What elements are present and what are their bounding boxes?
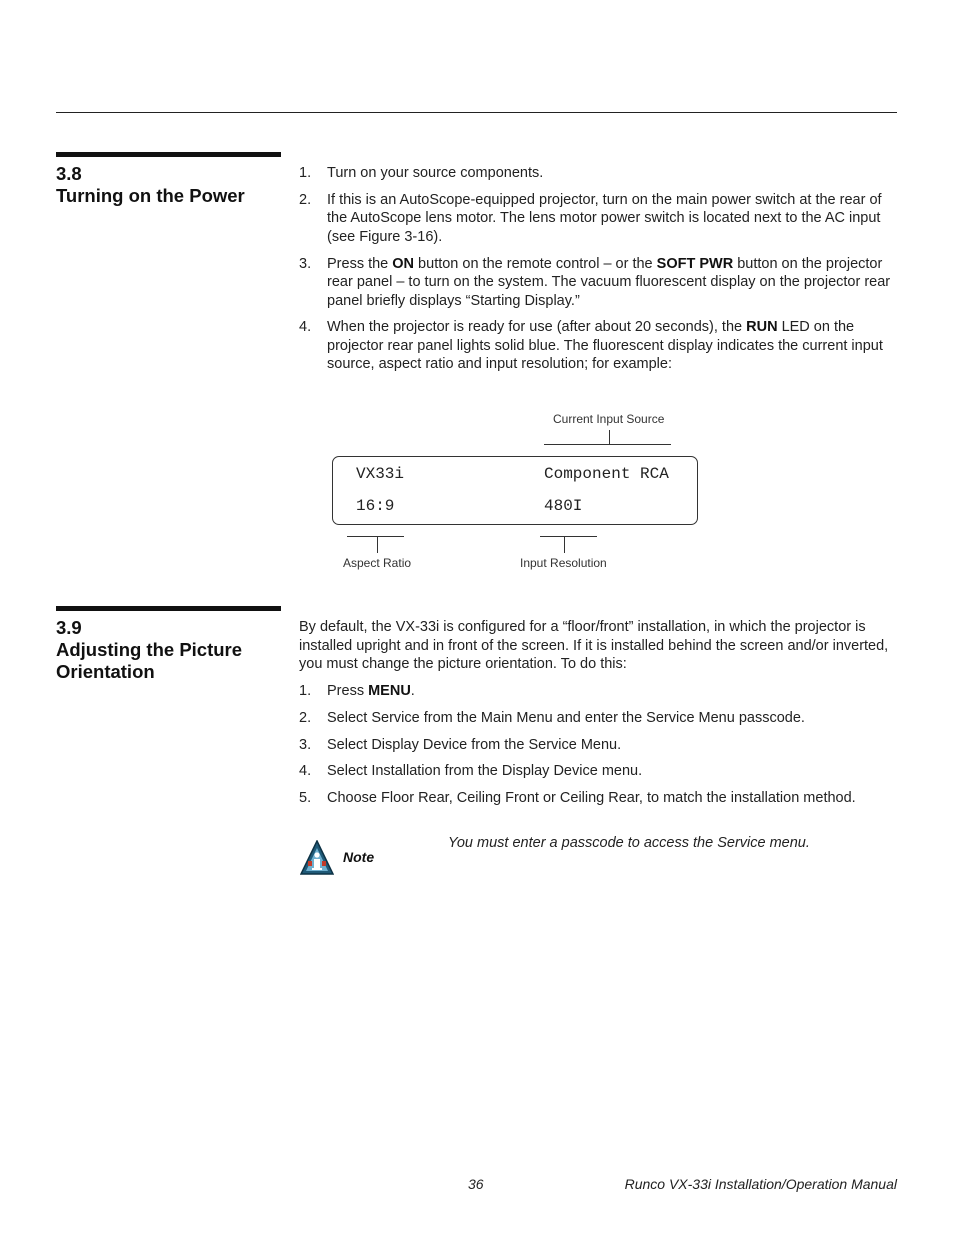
callout-leader bbox=[564, 536, 565, 553]
label-input-resolution: Input Resolution bbox=[520, 556, 607, 570]
display-aspect-ratio: 16:9 bbox=[356, 497, 395, 515]
display-input-source: Component RCA bbox=[544, 465, 669, 483]
step-text: Select Display Device from the Service Menu. bbox=[327, 736, 622, 753]
label-aspect-ratio: Aspect Ratio bbox=[343, 556, 412, 570]
step-text: LED on the projector rear panel lights solid blue. The fluorescent display indicates the current input source, aspect ratio and input resolution; for example: bbox=[327, 319, 883, 373]
step-keyword: MENU bbox=[368, 683, 411, 699]
step-keyword: SOFT PWR bbox=[656, 255, 734, 272]
label-current-input-source: Current Input Source bbox=[553, 412, 665, 426]
callout-bracket bbox=[544, 444, 671, 445]
callout-leader bbox=[609, 430, 610, 444]
note-label: Note bbox=[343, 849, 375, 865]
section-3-8-bar bbox=[56, 152, 281, 157]
step-number: 5. bbox=[299, 790, 312, 807]
list-item bbox=[299, 318, 897, 374]
list-item bbox=[299, 736, 897, 755]
list-item bbox=[299, 709, 897, 728]
step-text: Turn on your source components. bbox=[327, 165, 544, 181]
header-rule bbox=[56, 112, 897, 113]
note-warning-icon bbox=[300, 840, 334, 876]
step-text: button on the projector rear panel – to turn on the system. The vacuum fluorescent display on the projector rear panel briefly displays “Starting Display.” bbox=[327, 255, 891, 309]
display-input-resolution: 480I bbox=[544, 497, 583, 515]
note-text: You must enter a passcode to access the Service menu. bbox=[448, 835, 810, 851]
page-number: 36 bbox=[468, 1176, 484, 1192]
vfd-display-diagram bbox=[330, 408, 710, 578]
section-title: Turning on the Power bbox=[56, 185, 245, 206]
section-3-8-heading bbox=[56, 163, 281, 207]
step-number: 2. bbox=[299, 709, 312, 726]
step-number: 4. bbox=[299, 319, 312, 336]
list-item bbox=[299, 164, 897, 183]
section-number: 3.8 bbox=[56, 163, 82, 184]
step-text: Press the bbox=[327, 255, 393, 272]
step-text: If this is an AutoScope-equipped projector, turn on the main power switch at the rear of the AutoScope lens motor. The lens motor power switch is located next to the AC input (see Figure 3-16). bbox=[327, 191, 882, 245]
fluorescent-display bbox=[332, 456, 698, 525]
list-item bbox=[299, 191, 897, 247]
callout-bracket bbox=[347, 536, 404, 537]
section-number: 3.9 bbox=[56, 617, 82, 638]
orientation-steps-list bbox=[299, 682, 897, 808]
step-text: Select Service from the Main Menu and enter the Service Menu passcode. bbox=[327, 709, 805, 726]
step-number: 4. bbox=[299, 763, 312, 780]
list-item bbox=[299, 682, 897, 701]
section-3-9-body bbox=[299, 618, 897, 816]
list-item bbox=[299, 789, 897, 808]
step-text: When the projector is ready for use (after about 20 seconds), the bbox=[327, 319, 747, 336]
step-keyword: RUN bbox=[746, 319, 778, 336]
step-text: Select Installation from the Display Device menu. bbox=[327, 763, 643, 780]
callout-leader bbox=[377, 536, 378, 553]
section-3-9-heading bbox=[56, 617, 281, 683]
callout-bracket bbox=[540, 536, 597, 537]
step-text: Press bbox=[327, 683, 369, 699]
section-title-line2: Orientation bbox=[56, 661, 155, 682]
step-text: Choose Floor Rear, Ceiling Front or Ceiling Rear, to match the installation method. bbox=[327, 790, 856, 807]
display-model: VX33i bbox=[356, 465, 405, 483]
step-number: 3. bbox=[299, 255, 312, 272]
section-3-9-bar bbox=[56, 606, 281, 611]
list-item bbox=[299, 255, 897, 311]
step-number: 2. bbox=[299, 191, 312, 208]
step-number: 1. bbox=[299, 165, 312, 181]
list-item bbox=[299, 762, 897, 781]
orientation-intro: By default, the VX-33i is configured for a “floor/front” installation, in which the projector is installed upright and in front of the screen. If it is installed behind the screen and/or inverted, you must change the picture orientation. To do this: bbox=[299, 619, 889, 672]
step-keyword: ON bbox=[392, 255, 415, 272]
step-number: 3. bbox=[299, 736, 312, 753]
section-title-line1: Adjusting the Picture bbox=[56, 639, 243, 660]
manual-title: Runco VX-33i Installation/Operation Manual bbox=[624, 1176, 897, 1192]
step-text: button on the remote control – or the bbox=[414, 255, 657, 272]
section-3-8-body bbox=[299, 164, 897, 382]
step-text: . bbox=[410, 683, 415, 699]
step-number: 1. bbox=[299, 683, 312, 699]
power-steps-list bbox=[299, 164, 897, 374]
